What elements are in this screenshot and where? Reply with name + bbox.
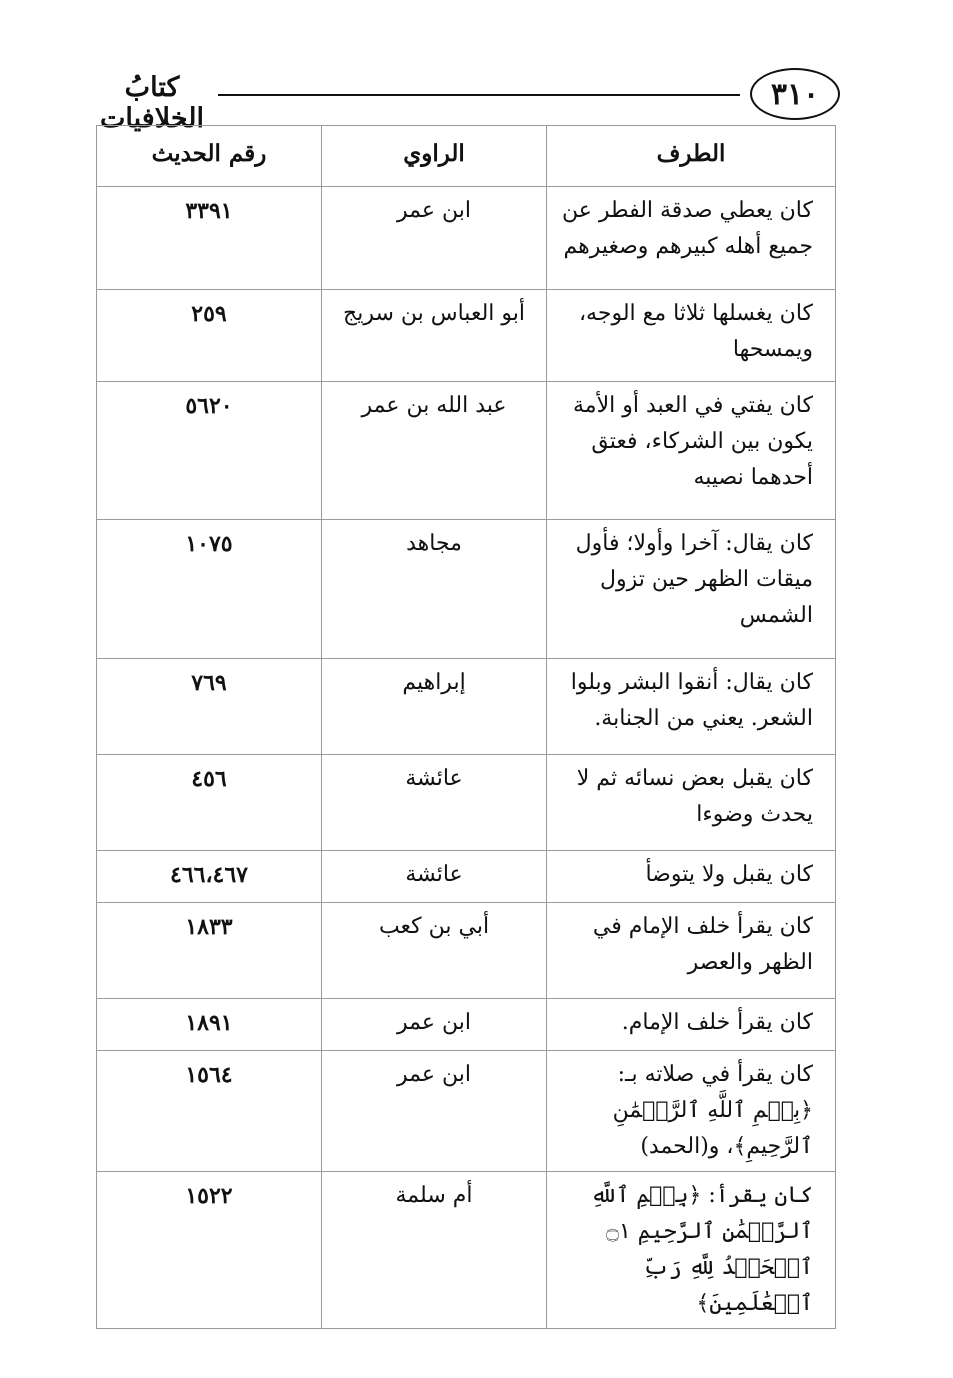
table-row [97, 1051, 836, 1172]
cell-number: ٢٥٩ [97, 290, 322, 382]
table-row [97, 903, 836, 999]
cell-number: ٧٦٩ [97, 659, 322, 755]
cell-number: ١٠٧٥ [97, 520, 322, 659]
cell-tarf: كان يقال: أنقوا البشر وبلوا الشعر. يعني من الجنابة. [547, 659, 836, 755]
header-rule [218, 94, 740, 96]
cell-rawi: ابن عمر [322, 187, 547, 290]
table-row [97, 290, 836, 382]
cell-tarf: كان يقال: آخرا وأولا؛ فأول ميقات الظهر حين تزول الشمس [547, 520, 836, 659]
cell-number: ١٥٢٢ [97, 1172, 322, 1329]
table-row [97, 755, 836, 851]
cell-tarf: كان يقرأ في صلاته بـ: ﴿بِسۡمِ ٱللَّهِ ٱلرَّحۡمَٰنِ ٱلرَّحِيمِ﴾، و(الحمد) [547, 1051, 836, 1172]
table-row [97, 382, 836, 520]
cell-rawi: أم سلمة [322, 1172, 547, 1329]
table-row [97, 520, 836, 659]
header-row [97, 126, 836, 187]
column-header-rawi: الراوي [322, 126, 547, 187]
cell-rawi: عبد الله بن عمر [322, 382, 547, 520]
cell-number: ١٨٣٣ [97, 903, 322, 999]
table-row [97, 187, 836, 290]
cell-tarf: كان يقرأ: ﴿بِسۡمِ ٱللَّهِ ٱلرَّحۡمَٰنِ ٱلرَّحِيمِ ۝١ ٱلۡحَمۡدُ لِلَّهِ رَبِّ ٱلۡعَٰلَمِينَ﴾ [547, 1172, 836, 1329]
cell-tarf: كان يقبل بعض نسائه ثم لا يحدث وضوءا [547, 755, 836, 851]
page-number: ٣١٠ [750, 68, 840, 120]
table-row [97, 659, 836, 755]
cell-tarf: كان يعطي صدقة الفطر عن جميع أهله كبيرهم وصغيرهم [547, 187, 836, 290]
cell-tarf: كان يقرأ خلف الإمام. [547, 999, 836, 1051]
cell-number: ١٥٦٤ [97, 1051, 322, 1172]
column-header-tarf: الطرف [547, 126, 836, 187]
cell-number: ٣٣٩١ [97, 187, 322, 290]
cell-rawi: ابن عمر [322, 999, 547, 1051]
table-row [97, 851, 836, 903]
cell-tarf: كان يقرأ خلف الإمام في الظهر والعصر [547, 903, 836, 999]
cell-rawi: ابن عمر [322, 1051, 547, 1172]
cell-number: ٥٦٢٠ [97, 382, 322, 520]
cell-number: ١٨٩١ [97, 999, 322, 1051]
cell-rawi: أبي بن كعب [322, 903, 547, 999]
cell-tarf: كان يغسلها ثلاثا مع الوجه، ويمسحها [547, 290, 836, 382]
column-header-number: رقم الحديث [97, 126, 322, 187]
cell-tarf: كان يفتي في العبد أو الأمة يكون بين الشركاء، فعتق أحدهما نصيبه [547, 382, 836, 520]
cell-number: ٤٦٦،٤٦٧ [97, 851, 322, 903]
book-title: كتابُ الخلافيات [100, 72, 204, 134]
table-row [97, 1172, 836, 1329]
cell-rawi: عائشة [322, 851, 547, 903]
cell-rawi: إبراهيم [322, 659, 547, 755]
cell-rawi: أبو العباس بن سريج [322, 290, 547, 382]
cell-tarf: كان يقبل ولا يتوضأ [547, 851, 836, 903]
table-row [97, 999, 836, 1051]
cell-number: ٤٥٦ [97, 755, 322, 851]
cell-rawi: مجاهد [322, 520, 547, 659]
cell-rawi: عائشة [322, 755, 547, 851]
hadith-index-table [96, 125, 836, 1329]
